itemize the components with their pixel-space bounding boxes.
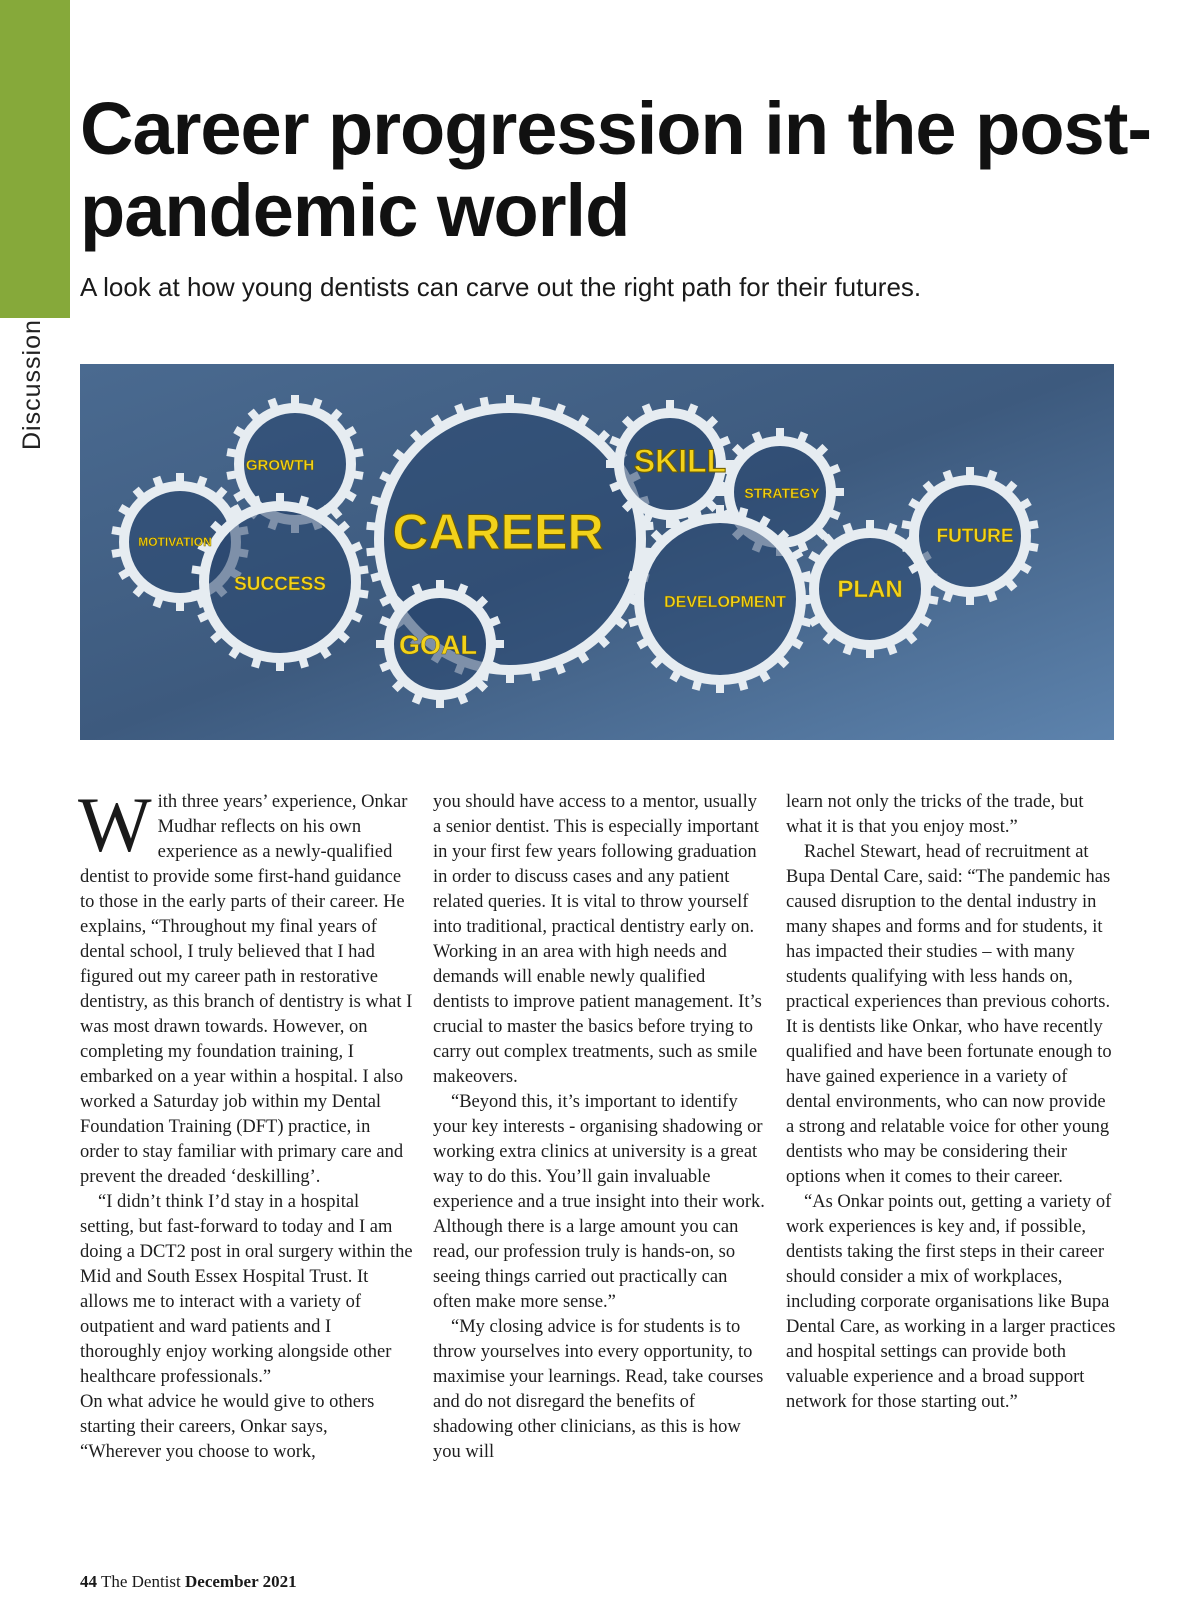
- gear-word: DEVELOPMENT: [664, 594, 786, 611]
- gear-word: CAREER: [392, 504, 604, 560]
- article-paragraph: Rachel Stewart, head of recruitment at Bupa Dental Care, said: “The pandemic has caused disruption to the dental industry in many shapes and forms and for students, it has impacted their studies – with many students qualifying with less hands on, practical experiences than previous cohorts. It is dentists like Onkar, who have recently qualified and have been fortunate enough to have gained experience in a variety of dental environments, who can now provide a strong and relatable voice for other young dentists who may be considering their options when it comes to their career.: [786, 842, 1112, 1187]
- gear-word: SKILL: [633, 443, 727, 479]
- issue-date: December 2021: [185, 1572, 297, 1591]
- section-label: Discussion: [18, 319, 46, 450]
- article-subtitle: A look at how young dentists can carve out the right path for their futures.: [80, 272, 922, 302]
- gear-word: PLAN: [837, 576, 903, 603]
- gear-word: GOAL: [399, 630, 477, 660]
- article-paragraph: “I didn’t think I’d stay in a hospital setting, but fast-forward to today and I am doing a DCT2 post in oral surgery within the Mid and South Essex Hospital Trust. It allows me to interact with a variety of outpatient and ward patients and I thoroughly enjoy working alongside other healthcare professionals.”: [80, 1192, 413, 1387]
- article-column-1: [78, 781, 413, 1465]
- article-paragraph: “As Onkar points out, getting a variety of work experiences is key and, if possible, dentists taking the first steps in their career should consider a mix of workplaces, including corporate organisations like Bupa Dental Care, as working in a larger practices and hospital settings can provide both valuable experience and a broad support network for those starting out.”: [786, 1192, 1116, 1412]
- article-paragraph: On what advice he would give to others starting their careers, Onkar says, “Wherever you choose to work,: [80, 1392, 375, 1462]
- page-footer: [80, 1572, 297, 1592]
- publication-name: The Dentist: [100, 1572, 181, 1591]
- section-color-tab: [0, 0, 70, 318]
- article-column-2: [433, 790, 766, 1465]
- article-paragraph: you should have access to a mentor, usually a senior dentist. This is especially important in your first few years following graduation in order to discuss cases and any patient related queries. It is vital to throw yourself into traditional, practical dentistry early on. Working in an area with high needs and demands will enable newly qualified dentists to improve patient management. It’s crucial to master the basics before trying to carry out complex treatments, such as smile makeovers.: [433, 792, 762, 1087]
- article-title: Career progression in the post-pandemic world: [80, 87, 1151, 252]
- article-paragraph: With three years’ experience, Onkar Mudhar reflects on his own experience as a newly-qualified dentist to provide some first-hand guidance to those in the early parts of their career. He explains, “Throughout my final years of dental school, I truly believed that I had figured out my career path in restorative dentistry, as this branch of dentistry is what I was most drawn towards. However, on completing my foundation training, I embarked on a year within a hospital. I also worked a Saturday job within my Dental Foundation Training (DFT) practice, in order to stay familiar with primary care and prevent the dreaded ‘deskilling’.: [78, 781, 413, 1187]
- article-paragraph: “My closing advice is for students is to throw yourselves into every opportunity, to maximise your learnings. Read, take courses and do not disregard the benefits of shadowing other clinicians, as this is how you will: [433, 1317, 764, 1462]
- gear-word: GROWTH: [245, 457, 315, 474]
- article-paragraph: learn not only the tricks of the trade, but what it is that you enjoy most.”: [786, 792, 1084, 837]
- gear-word: SUCCESS: [234, 574, 326, 595]
- gear-word: STRATEGY: [744, 485, 820, 501]
- hero-image: [80, 364, 1114, 740]
- article-column-3: [786, 790, 1116, 1415]
- drop-cap: W: [78, 781, 152, 868]
- article-paragraph: “Beyond this, it’s important to identify your key interests - organising shadowing or working extra clinics at university is a great way to do this. You’ll gain invaluable experience and a true insight into their work. Although there is a large amount you can read, our profession truly is hands-on, so seeing things carried out practically can often make more sense.”: [433, 1092, 765, 1312]
- page-number: 44: [80, 1572, 97, 1591]
- gear-word: FUTURE: [936, 526, 1014, 547]
- career-gears-illustration: [80, 364, 1114, 740]
- gear-word: MOTIVATION: [138, 535, 212, 549]
